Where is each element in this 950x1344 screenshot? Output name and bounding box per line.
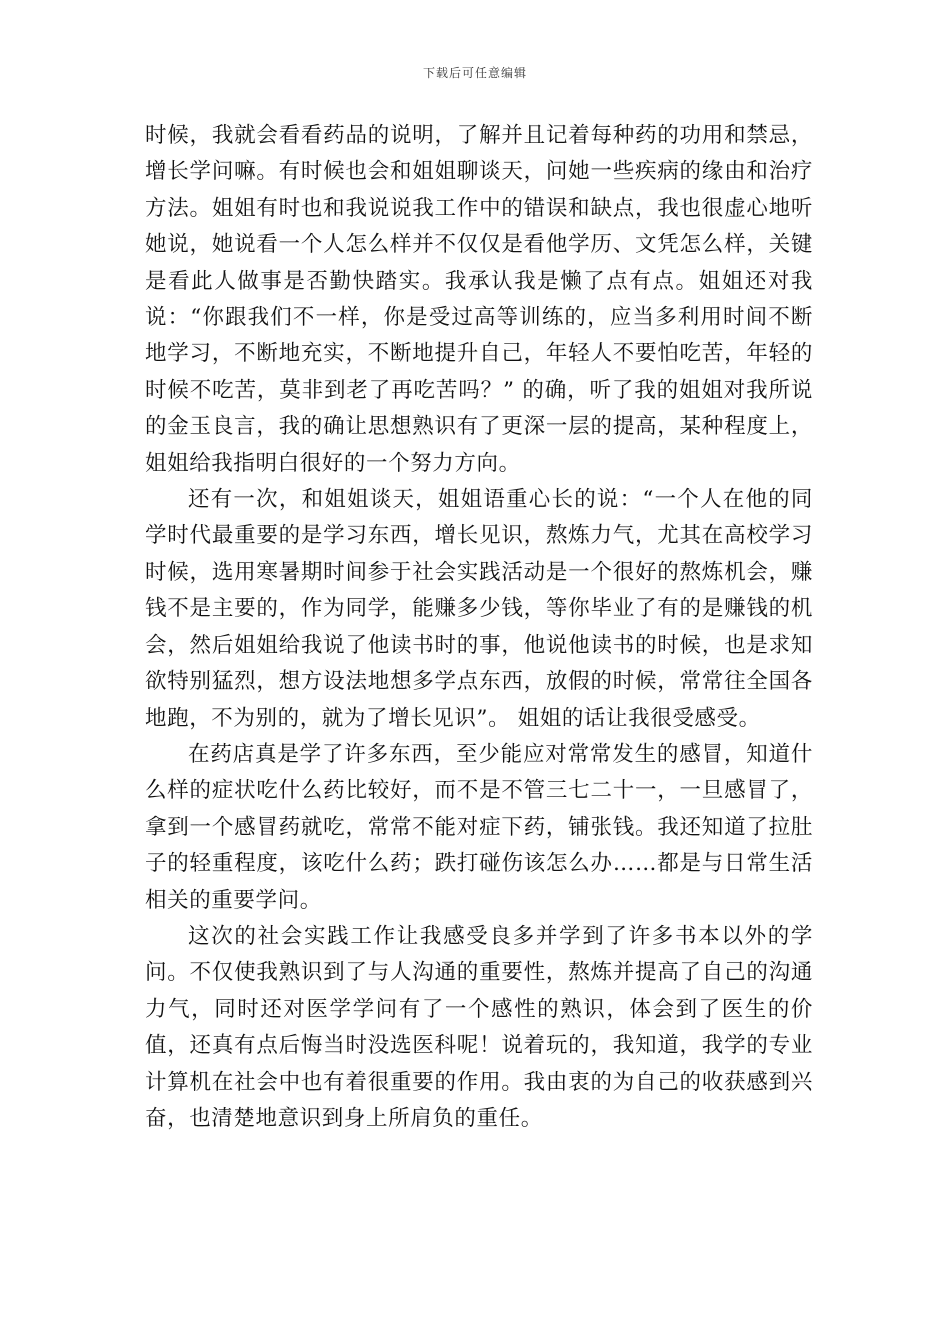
body-text bbox=[145, 118, 813, 1137]
paragraph: 这次的社会实践工作让我感受良多并学到了许多书本以外的学问。不仅使我熟识到了与人沟通的重要性，熬炼并提高了自己的沟通力气，同时还对医学学问有了一个感性的熟识，体会到了医生的价值，还真有点后悔当时没选医科呢！说着玩的，我知道，我学的专业计算机在社会中也有着很重要的作用。我由衷的为自己的收获感到兴奋，也清楚地意识到身上所肩负的重任。 bbox=[145, 923, 813, 1131]
paragraph: 在药店真是学了许多东西，至少能应对常常发生的感冒，知道什么样的症状吃什么药比较好，而不是不管三七二十一，一旦感冒了，拿到一个感冒药就吃，常常不能对症下药，铺张钱。我还知道了拉肚子的轻重程度，该吃什么药；跌打碰伤该怎么办……都是与日常生活相关的重要学问。 bbox=[145, 741, 813, 913]
paragraph-continued: 时候，我就会看看药品的说明，了解并且记着每种药的功用和禁忌，增长学问嘛。有时候也会和姐姐聊谈天，问她一些疾病的缘由和治疗方法。姐姐有时也和我说说我工作中的错误和缺点，我也很虚心地听她说，她说看一个人怎么样并不仅仅是看他学历、文凭怎么样，关键是看此人做事是否勤快踏实。我承认我是懒了点有点。姐姐还对我说：“你跟我们不一样，你是受过高等训练的，应当多利用时间不断地学习，不断地充实，不断地提升自己，年轻人不要怕吃苦，年轻的时候不吃苦，莫非到老了再吃苦吗？” 的确，听了我的姐姐对我所说的金玉良言，我的确让思想熟识有了更深一层的提高，某种程度上，姐姐给我指明白很好的一个努力方向。 bbox=[145, 123, 813, 476]
paragraph: 还有一次，和姐姐谈天，姐姐语重心长的说：“一个人在他的同学时代最重要的是学习东西，增长见识，熬炼力气，尤其在高校学习时候，选用寒暑期时间参于社会实践活动是一个很好的熬炼机会，赚钱不是主要的，作为同学，能赚多少钱，等你毕业了有的是赚钱的机会，然后姐姐给我说了他读书时的事，他说他读书的时候，也是求知欲特别猛烈，想方设法地想多学点东西，放假的时候，常常往全国各地跑，不为别的，就为了增长见识”。 姐姐的话让我很受感受。 bbox=[145, 487, 813, 731]
page-header: 下载后可任意编辑 bbox=[422, 66, 527, 80]
